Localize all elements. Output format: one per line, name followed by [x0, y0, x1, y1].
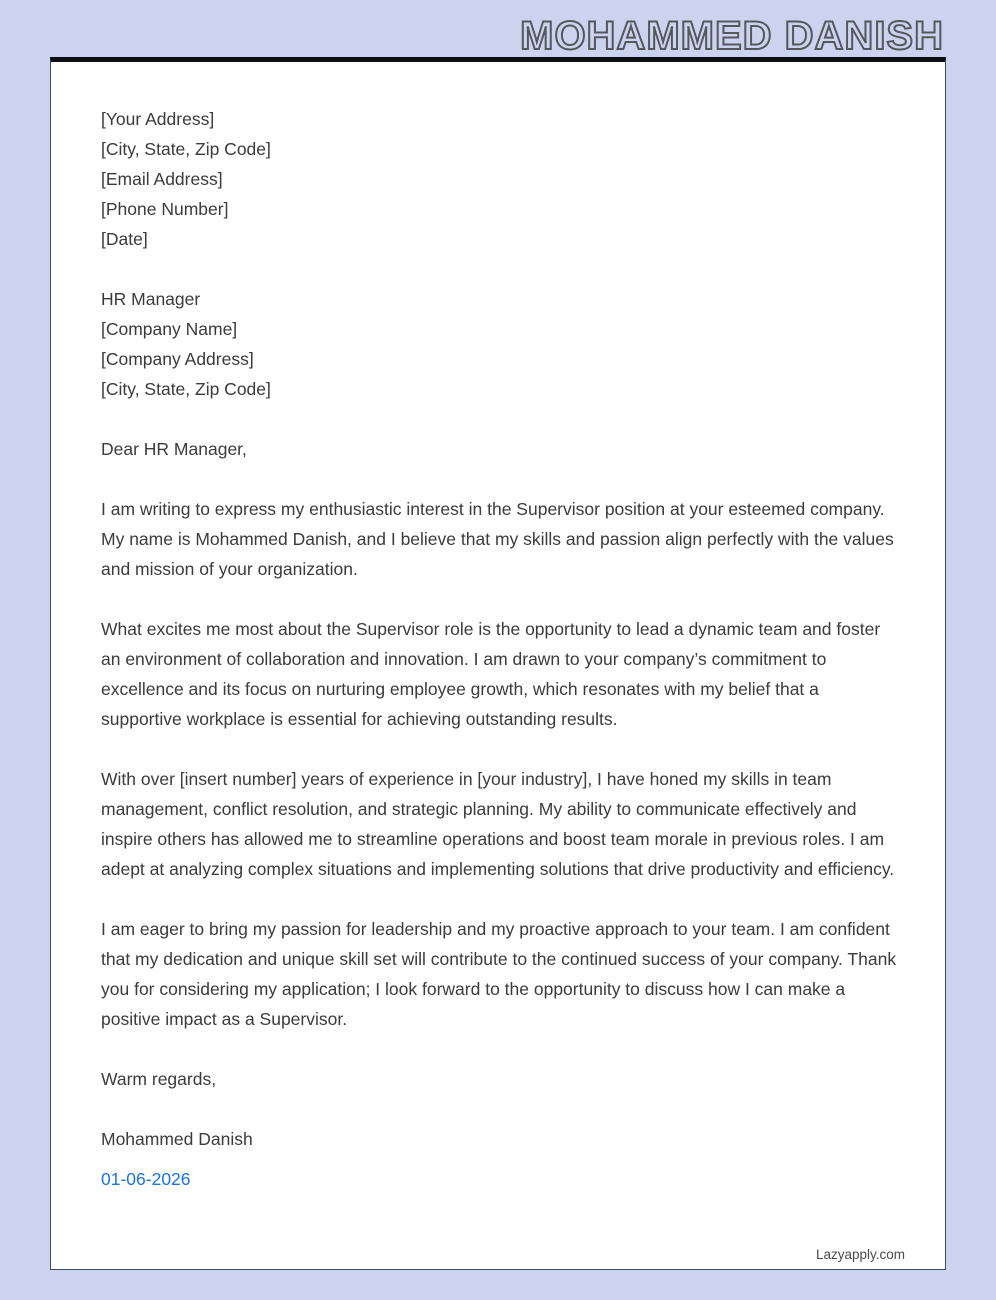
letter-paragraph: What excites me most about the Supervisor role is the opportunity to lead a dynamic team and foster an environment of collaboration and innovation. I am drawn to your company’s commitment to excellence and its focus on nurturing employee growth, which resonates with my belief that a supportive workplace is essential for achieving outstanding results. — [101, 619, 881, 729]
sender-line: [Date] — [101, 229, 148, 249]
letter-page — [50, 57, 946, 1270]
sender-line: [Email Address] — [101, 169, 223, 189]
sender-line: [Your Address] — [101, 109, 215, 129]
recipient-line: [Company Name] — [101, 319, 238, 339]
date-link[interactable]: 01-06-2026 — [101, 1169, 191, 1189]
letter-paragraph: With over [insert number] years of experience in [your industry], I have honed my skills in team management, conflict resolution, and strategic planning. My ability to communicate effectively and inspire others has allowed me to streamline operations and boost team morale in previous roles. I am adept at analyzing complex situations and implementing solutions that drive productivity and efficiency. — [101, 769, 895, 879]
sender-address-block — [101, 104, 899, 254]
recipient-address-block — [101, 284, 899, 404]
masthead — [50, 0, 946, 57]
watermark-link[interactable]: Lazyapply.com — [815, 1247, 905, 1262]
salutation: Dear HR Manager, — [101, 439, 247, 459]
recipient-line: HR Manager — [101, 289, 201, 309]
sender-line: [City, State, Zip Code] — [101, 139, 271, 159]
letter-paragraph: I am eager to bring my passion for leadership and my proactive approach to your team. I am confident that my dedication and unique skill set will contribute to the continued success of your company. Thank you for considering my application; I look forward to the opportunity to discuss how I can make a positive impact as a Supervisor. — [101, 919, 897, 1029]
sender-line: [Phone Number] — [101, 199, 229, 219]
letter-paragraph: I am writing to express my enthusiastic interest in the Supervisor position at your esteemed company. My name is Mohammed Danish, and I believe that my skills and passion align perfectly with the values and mission of your organization. — [101, 499, 894, 579]
page-title: MOHAMMED DANISH — [520, 14, 944, 57]
closing-line: Warm regards, — [101, 1069, 217, 1089]
signature-name: Mohammed Danish — [101, 1129, 253, 1149]
recipient-line: [Company Address] — [101, 349, 254, 369]
recipient-line: [City, State, Zip Code] — [101, 379, 271, 399]
